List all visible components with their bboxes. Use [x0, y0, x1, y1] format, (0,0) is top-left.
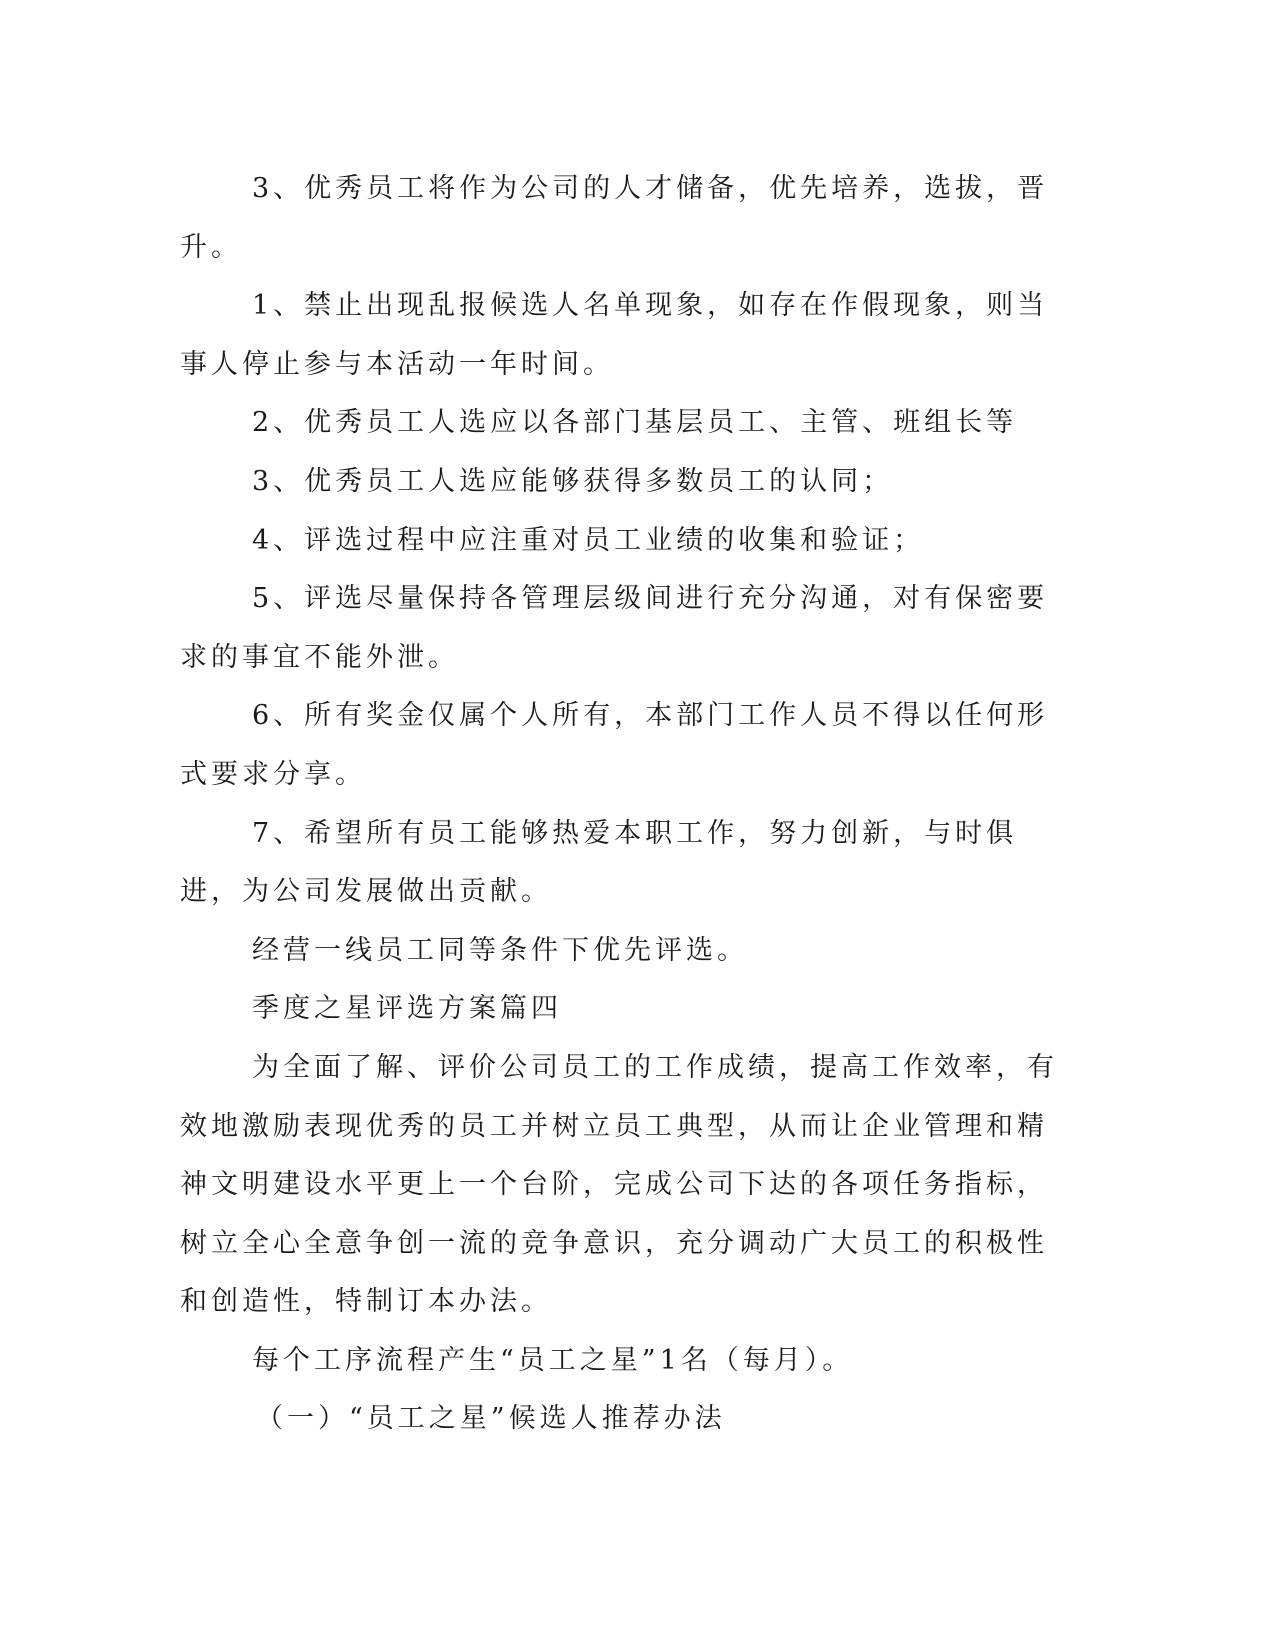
paragraph-rule-6: 6、所有奖金仅属个人所有，本部门工作人员不得以任何形式要求分享。 [180, 700, 1049, 790]
paragraph-promotion-reserve: 3、优秀员工将作为公司的人才储备，优先培养，选拔，晋升。 [180, 173, 1049, 263]
paragraph-rule-7: 7、希望所有员工能够热爱本职工作，努力创新，与时俱进，为公司发展做出贡献。 [180, 817, 1018, 908]
paragraph-rule-3: 3、优秀员工人选应能够获得多数员工的认同； [252, 465, 894, 497]
paragraph-rule-5: 5、评选尽量保持各管理层级间进行充分沟通，对有保密要求的事宜不能外泄。 [180, 583, 1049, 673]
paragraph-frontline-priority: 经营一线员工同等条件下优先评选。 [252, 934, 748, 966]
section-heading: 季度之星评选方案篇四 [252, 993, 562, 1025]
paragraph-rule-4: 4、评选过程中应注重对员工业绩的收集和验证； [252, 524, 925, 556]
paragraph-rule-2: 2、优秀员工人选应以各部门基层员工、主管、班组长等 [252, 407, 1018, 439]
subsection-heading: （一）“员工之星”候选人推荐办法 [256, 1403, 726, 1435]
document-body [180, 160, 1060, 1449]
paragraph-quota: 每个工序流程产生“员工之星”1名（每月）。 [252, 1344, 854, 1376]
paragraph-rule-1: 1、禁止出现乱报候选人名单现象，如存在作假现象，则当事人停止参与本活动一年时间。 [180, 290, 1049, 380]
paragraph-purpose: 为全面了解、评价公司员工的工作成绩，提高工作效率，有效地激励表现优秀的员工并树立员工典型，从而让企业管理和精神文明建设水平更上一个台阶，完成公司下达的各项任务指标，树立全心全意争创一流的竞争意识，充分调动广大员工的积极性和创造性，特制订本办法。 [180, 1051, 1058, 1318]
